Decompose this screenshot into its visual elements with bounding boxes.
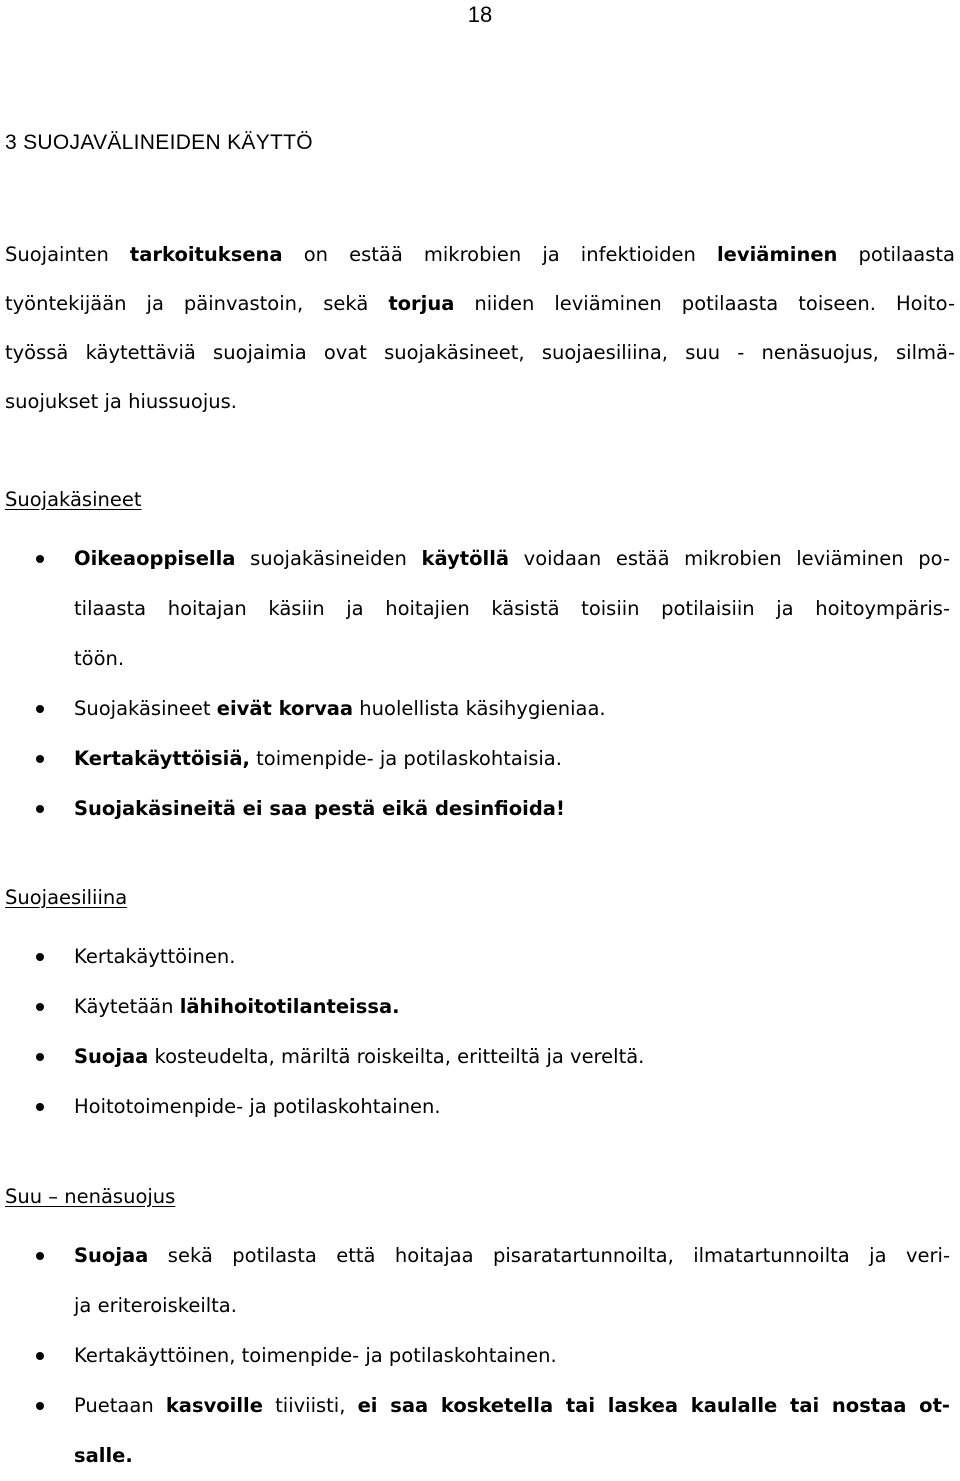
bold-text: lähihoitotilanteissa. xyxy=(179,995,400,1018)
text-run: Suojakäsineet xyxy=(74,697,217,720)
list-item xyxy=(0,684,960,734)
bullet-icon xyxy=(36,1103,44,1111)
text-run: Kertakäyttöinen, toimenpide- ja potilaskohtainen. xyxy=(74,1344,557,1367)
bold-text: salle. xyxy=(74,1444,133,1467)
text-run: töön. xyxy=(74,647,125,670)
bold-text: tarkoituksena xyxy=(129,243,283,266)
list-item-line xyxy=(74,684,950,734)
list-item-line xyxy=(74,982,950,1032)
text-run: ja eriteroiskeilta. xyxy=(74,1294,237,1317)
text-run: niiden leviäminen potilaasta toiseen. Hoito- xyxy=(454,292,955,315)
section-title-mask-part2: nenäsuojus xyxy=(64,1185,176,1208)
text-run: tiiviisti, xyxy=(262,1394,358,1417)
list-item xyxy=(0,932,960,982)
text-run: huolellista käsihygieniaa. xyxy=(353,697,606,720)
bullet-icon xyxy=(36,1053,44,1061)
list-item xyxy=(0,534,960,684)
bold-text: eivät korvaa xyxy=(216,697,354,720)
text-run: suojukset ja hiussuojus. xyxy=(5,390,237,413)
apron-bullet-list xyxy=(0,932,960,1132)
list-item xyxy=(0,734,960,784)
intro-line xyxy=(5,230,955,279)
section-title-mask xyxy=(5,1184,175,1210)
bullet-icon xyxy=(36,1003,44,1011)
list-item-line xyxy=(74,1032,950,1082)
page-number: 18 xyxy=(467,2,493,27)
text-run: Suojainten xyxy=(5,243,130,266)
list-item-line xyxy=(74,1231,950,1281)
text-run: Käytetään xyxy=(74,995,180,1018)
gloves-bullet-list xyxy=(0,534,960,834)
list-item-line xyxy=(74,1331,950,1381)
list-item-line xyxy=(74,534,950,584)
text-run: suojakäsineiden xyxy=(235,547,422,570)
list-item xyxy=(0,784,960,834)
text-run: Puetaan xyxy=(74,1394,166,1417)
bold-text: ei saa kosketella tai laskea kaulalle tai nostaa ot- xyxy=(357,1394,950,1417)
list-item-line xyxy=(74,1381,950,1431)
section-title-apron: Suojaesiliina xyxy=(5,886,128,909)
list-item xyxy=(0,1082,960,1132)
bold-text: Suojaa xyxy=(74,1244,149,1267)
bullet-icon xyxy=(36,1352,44,1360)
bold-text: Kertakäyttöisiä, xyxy=(74,747,250,770)
section-title-mask-dash: – xyxy=(42,1185,65,1208)
list-item-line xyxy=(74,1281,950,1331)
text-run: tilaasta hoitajan käsiin ja hoitajien käsistä toisiin potilaisiin ja hoitoympäris- xyxy=(74,597,950,620)
text-run: työssä käytettäviä suojaimia ovat suojakäsineet, suojaesiliina, suu - nenäsuojus, silmä- xyxy=(5,341,955,364)
list-item xyxy=(0,1032,960,1082)
list-item xyxy=(0,1381,960,1481)
list-item xyxy=(0,1331,960,1381)
intro-line xyxy=(5,377,955,426)
list-item-line xyxy=(74,932,950,982)
bullet-icon xyxy=(36,805,44,813)
bold-text: käytöllä xyxy=(421,547,510,570)
bullet-icon xyxy=(36,705,44,713)
bullet-icon xyxy=(36,953,44,961)
bullet-icon xyxy=(36,755,44,763)
list-item xyxy=(0,1231,960,1331)
text-run: työntekijään ja päinvastoin, sekä xyxy=(5,292,389,315)
mask-bullet-list xyxy=(0,1231,960,1481)
text-run: toimenpide- ja potilaskohtaisia. xyxy=(249,747,562,770)
text-run: potilaasta xyxy=(837,243,955,266)
bold-text: Suojaa xyxy=(74,1045,149,1068)
bold-text: torjua xyxy=(388,292,455,315)
intro-line xyxy=(5,328,955,377)
chapter-title: 3 SUOJAVÄLINEIDEN KÄYTTÖ xyxy=(5,131,313,154)
bullet-icon xyxy=(36,1252,44,1260)
text-run: on estää mikrobien ja infektioiden xyxy=(282,243,717,266)
text-run: Hoitotoimenpide- ja potilaskohtainen. xyxy=(74,1095,441,1118)
section-title-gloves: Suojakäsineet xyxy=(5,488,142,511)
section-title-mask-part1: Suu xyxy=(5,1185,43,1208)
text-run: voidaan estää mikrobien leviäminen po- xyxy=(509,547,950,570)
intro-line xyxy=(5,279,955,328)
list-item-line xyxy=(74,734,950,784)
bold-text: Oikeaoppisella xyxy=(74,547,236,570)
text-run: sekä potilasta että hoitajaa pisaratartunnoilta, ilmatartunnoilta ja veri- xyxy=(148,1244,950,1267)
list-item-line xyxy=(74,634,950,684)
bullet-icon xyxy=(36,555,44,563)
list-item-line xyxy=(74,1431,950,1481)
list-item-line xyxy=(74,1082,950,1132)
bold-text: kasvoille xyxy=(165,1394,263,1417)
intro-paragraph xyxy=(5,230,955,426)
bold-text: Suojakäsineitä ei saa pestä eikä desinfioida! xyxy=(74,797,565,820)
list-item-line xyxy=(74,584,950,634)
text-run: Kertakäyttöinen. xyxy=(74,945,236,968)
text-run: kosteudelta, märiltä roiskeilta, eritteiltä ja vereltä. xyxy=(148,1045,645,1068)
bold-text: leviäminen xyxy=(716,243,838,266)
list-item-line xyxy=(74,784,950,834)
list-item xyxy=(0,982,960,1032)
bullet-icon xyxy=(36,1402,44,1410)
